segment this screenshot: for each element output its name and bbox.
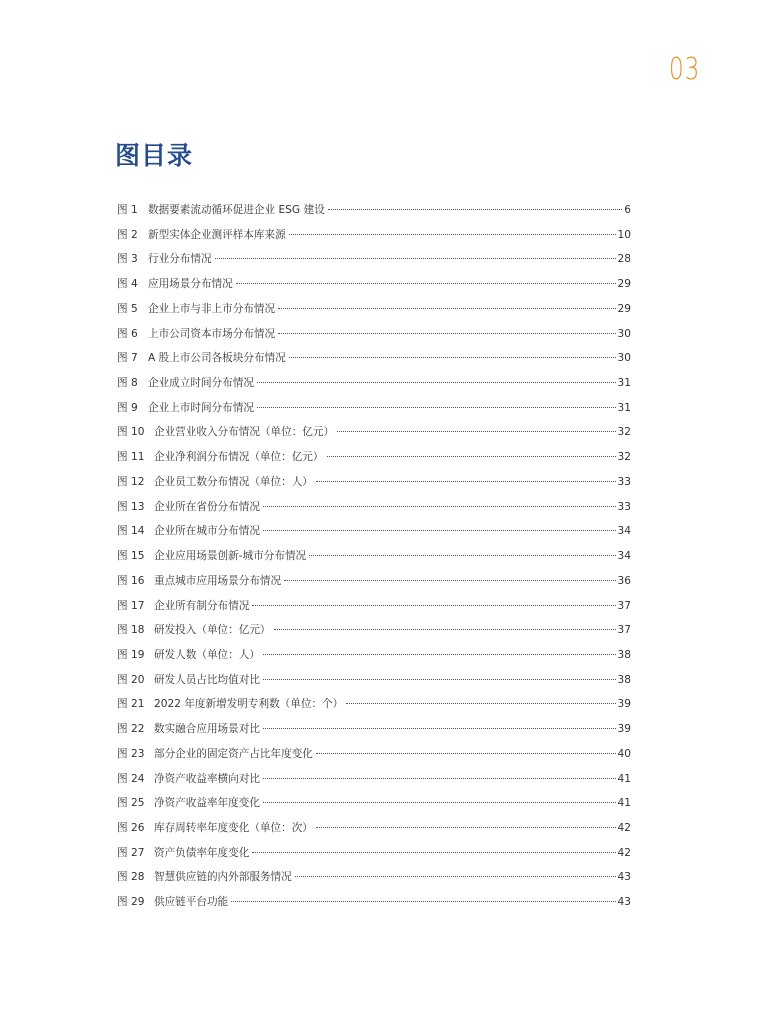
dot-leader [289,234,616,235]
toc-entry-label: 图 21 [117,698,145,711]
toc-entry[interactable] [117,301,631,326]
toc-entry-page: 31 [617,401,631,414]
toc-entry-caption: 研发人数（单位：人） [154,648,260,661]
dot-leader [289,357,616,358]
toc-entry-caption: 研发投入（单位：亿元） [154,624,271,637]
toc-entry-page: 33 [617,500,631,513]
toc-entry-caption: 数据要素流动循环促进企业 ESG 建设 [148,204,325,216]
toc-entry[interactable] [117,350,631,375]
dot-leader [316,753,616,754]
toc-entry-label: 图 14 [117,525,145,538]
toc-entry-page: 38 [617,648,631,661]
dot-leader [328,209,623,210]
toc-entry-label: 图 15 [117,550,145,563]
toc-entry-caption: 上市公司资本市场分布情况 [148,327,276,340]
dot-leader [263,506,616,507]
dot-leader [231,901,615,902]
toc-entry-label: 图 16 [117,574,145,587]
toc-entry-caption: 行业分布情况 [148,253,212,266]
toc-entry[interactable] [117,894,631,919]
toc-entry-page: 6 [624,204,631,216]
toc-entry-label: 图 10 [117,426,145,439]
toc-entry-page: 34 [617,550,631,563]
toc-entry[interactable] [117,375,631,400]
toc-entry-label: 图 6 [117,327,138,340]
toc-entry-caption: 新型实体企业测评样本库来源 [148,228,286,241]
dot-leader [263,728,616,729]
toc-entry[interactable] [117,523,631,548]
dot-leader [274,629,616,630]
toc-entry-label: 图 5 [117,302,138,315]
toc-entry-page: 42 [617,821,631,834]
toc-entry-label: 图 19 [117,648,145,661]
toc-entry-page: 10 [617,228,631,241]
dot-leader [337,431,615,432]
toc-entry-label: 图 27 [117,846,145,859]
toc-entry[interactable] [117,869,631,894]
toc-entry[interactable] [117,696,631,721]
toc-entry-label: 图 12 [117,475,145,488]
toc-entry-page: 40 [617,747,631,760]
toc-entry-caption: 企业净利润分布情况（单位：亿元） [154,451,324,464]
dot-leader [252,852,615,853]
toc-entry-caption: 供应链平台功能 [154,896,229,909]
toc-entry-label: 图 29 [117,896,145,909]
toc-entry-label: 图 17 [117,599,145,612]
toc-entry-caption: 净资产收益率横向对比 [154,772,260,785]
toc-entry-label: 图 3 [117,253,138,266]
toc-entry-page: 36 [617,574,631,587]
dot-leader [284,580,615,581]
toc-entry-page: 29 [617,278,631,291]
toc-entry[interactable] [117,622,631,647]
toc-entry[interactable] [117,647,631,672]
toc-entry-label: 图 26 [117,821,145,834]
toc-entry-caption: 企业上市与非上市分布情况 [148,302,276,315]
toc-entry-page: 34 [617,525,631,538]
toc-entry[interactable] [117,548,631,573]
toc-entry-page: 30 [617,327,631,340]
toc-entry[interactable] [117,721,631,746]
dot-leader [278,308,615,309]
toc-entry-page: 33 [617,475,631,488]
toc-entry[interactable] [117,276,631,301]
toc-entry-label: 图 7 [117,352,138,365]
toc-entry[interactable] [117,227,631,252]
toc-entry-label: 图 23 [117,747,145,760]
toc-entry[interactable] [117,400,631,425]
toc-entry[interactable] [117,573,631,598]
toc-entry-page: 43 [617,871,631,884]
toc-entry-caption: 净资产收益率年度变化 [154,797,260,810]
toc-entry-page: 37 [617,624,631,637]
figure-toc-list [117,202,631,919]
toc-entry-page: 29 [617,302,631,315]
dot-leader [252,605,615,606]
toc-entry-page: 43 [617,896,631,909]
toc-entry-page: 39 [617,698,631,711]
toc-entry-caption: 资产负债率年度变化 [154,846,250,859]
dot-leader [236,283,616,284]
dot-leader [215,258,616,259]
toc-entry-caption: A 股上市公司各板块分布情况 [148,352,286,365]
toc-entry-label: 图 20 [117,673,145,686]
toc-entry-label: 图 25 [117,797,145,810]
toc-entry-label: 图 24 [117,772,145,785]
toc-entry-caption: 数实融合应用场景对比 [154,723,260,736]
toc-entry-caption: 2022 年度新增发明专利数（单位：个） [154,698,344,711]
toc-entry-page: 41 [617,797,631,810]
toc-entry-caption: 企业上市时间分布情况 [148,401,254,414]
toc-entry[interactable] [117,820,631,845]
toc-entry-page: 42 [617,846,631,859]
toc-entry-caption: 企业所在城市分布情况 [154,525,260,538]
dot-leader [263,679,616,680]
toc-entry-caption: 企业成立时间分布情况 [148,377,254,390]
toc-entry-caption: 研发人员占比均值对比 [154,673,260,686]
toc-entry[interactable] [117,672,631,697]
dot-leader [295,876,616,877]
page-number: 03 [668,52,700,87]
dot-leader [257,382,616,383]
toc-entry-caption: 企业营业收入分布情况（单位：亿元） [154,426,335,439]
toc-entry[interactable] [117,795,631,820]
toc-entry-caption: 重点城市应用场景分布情况 [154,574,282,587]
dot-leader [263,778,616,779]
toc-entry-page: 39 [617,723,631,736]
toc-entry[interactable] [117,474,631,499]
toc-entry-label: 图 18 [117,624,145,637]
toc-entry-label: 图 22 [117,723,145,736]
dot-leader [278,333,615,334]
dot-leader [257,407,616,408]
toc-entry-page: 31 [617,377,631,390]
toc-entry-caption: 应用场景分布情况 [148,278,233,291]
toc-entry[interactable] [117,746,631,771]
dot-leader [263,802,616,803]
toc-title: 图目录 [115,141,194,170]
toc-entry-caption: 智慧供应链的内外部服务情况 [154,871,292,884]
toc-entry-caption: 库存周转率年度变化（单位：次） [154,821,313,834]
toc-entry[interactable] [117,845,631,870]
dot-leader [263,654,616,655]
toc-entry-label: 图 11 [117,451,145,464]
toc-entry-caption: 企业所在省份分布情况 [154,500,260,513]
toc-entry[interactable] [117,771,631,796]
dot-leader [316,481,616,482]
toc-entry[interactable] [117,326,631,351]
toc-entry[interactable] [117,449,631,474]
toc-entry[interactable] [117,251,631,276]
toc-entry-label: 图 2 [117,228,138,241]
toc-entry-page: 32 [617,451,631,464]
toc-entry-label: 图 4 [117,278,138,291]
toc-entry[interactable] [117,598,631,623]
toc-entry-page: 37 [617,599,631,612]
dot-leader [263,530,616,531]
toc-entry-label: 图 13 [117,500,145,513]
toc-entry[interactable] [117,424,631,449]
toc-entry-page: 28 [617,253,631,266]
dot-leader [346,703,615,704]
toc-entry-label: 图 1 [117,204,138,216]
toc-entry-caption: 企业所有制分布情况 [154,599,250,612]
toc-entry-caption: 企业应用场景创新-城市分布情况 [154,550,307,563]
toc-entry-page: 32 [617,426,631,439]
toc-entry-page: 38 [617,673,631,686]
toc-entry-page: 30 [617,352,631,365]
toc-entry-label: 图 8 [117,377,138,390]
toc-entry-label: 图 9 [117,401,138,414]
toc-entry[interactable] [117,499,631,524]
dot-leader [327,456,616,457]
dot-leader [309,555,615,556]
toc-entry-page: 41 [617,772,631,785]
toc-entry-label: 图 28 [117,871,145,884]
toc-entry[interactable] [117,202,631,227]
toc-entry-caption: 部分企业的固定资产占比年度变化 [154,747,313,760]
dot-leader [316,827,616,828]
toc-entry-caption: 企业员工数分布情况（单位：人） [154,475,313,488]
